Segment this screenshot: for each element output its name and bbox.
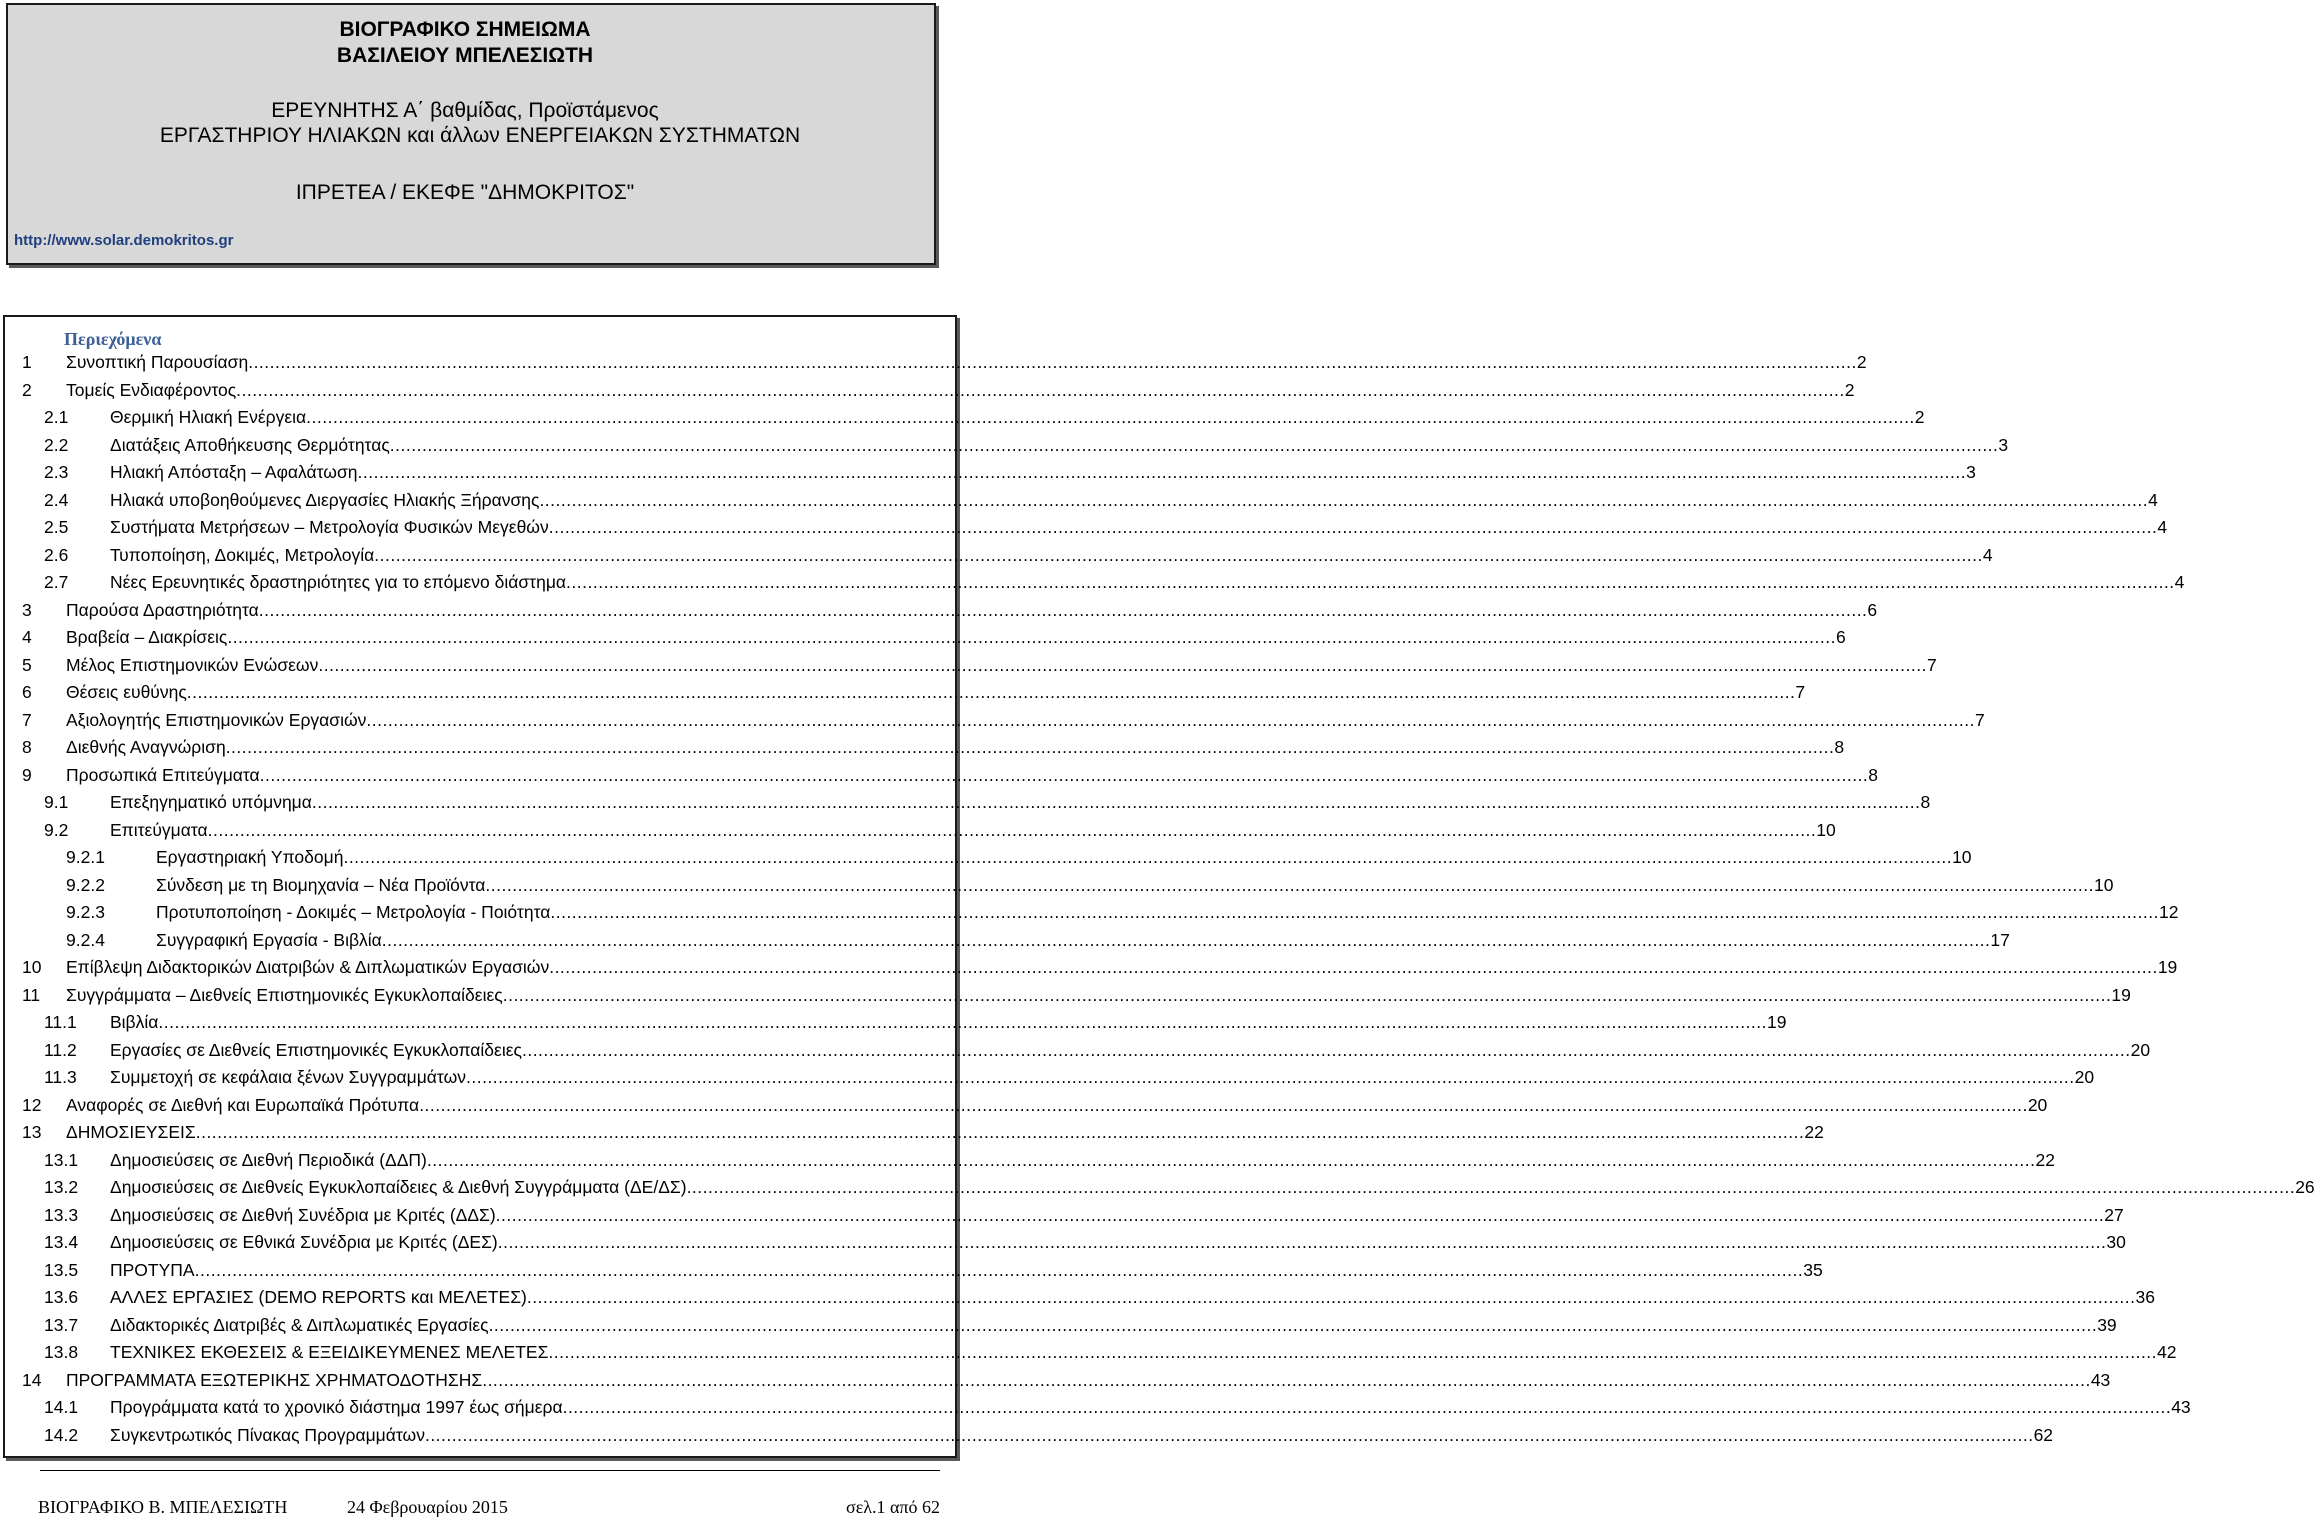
toc-entry-page: 26: [2295, 1177, 2315, 1197]
toc-dot-leader: ............................................................................................................................................................................................................................................................................................................: [502, 984, 2112, 1005]
toc-entry-number: 13.4: [44, 1232, 79, 1252]
toc-dot-leader: ............................................................................................................................................................................................................................................................................................................: [548, 517, 2158, 537]
toc-entry-number: 14.1: [44, 1397, 79, 1417]
toc-dot-leader: ............................................................................................................................................................................................................................................................................................................: [485, 874, 2095, 895]
toc-entry-number: 5: [22, 654, 32, 675]
toc-dot-leader: ............................................................................................................................................................................................................................................................................................................: [482, 1369, 2091, 1390]
toc-entry[interactable]: [0, 1122, 1824, 1148]
toc-entry-page: 4: [1982, 544, 1993, 565]
cv-title-line2: ΒΑΣΙΛΕΙΟΥ ΜΠΕΛΕΣΙΩΤΗ: [336, 44, 594, 67]
toc-entry-number: 11: [22, 984, 41, 1005]
toc-entry-title: ΑΛΛΕΣ ΕΡΓΑΣΙΕΣ (DEMO REPORTS και ΜΕΛΕΤΕΣ): [110, 1287, 527, 1307]
toc-entry[interactable]: [0, 462, 1976, 488]
toc-entry-title: Αναφορές σε Διεθνή και Ευρωπαϊκά Πρότυπα: [66, 1094, 420, 1115]
toc-entry[interactable]: [0, 984, 2131, 1011]
toc-dot-leader: ............................................................................................................................................................................................................................................................................................................: [686, 1177, 2296, 1197]
toc-dot-leader: ............................................................................................................................................................................................................................................................................................................: [357, 462, 1967, 482]
toc-entry-page: 39: [2097, 1314, 2117, 1335]
toc-entry-number: 2.6: [44, 544, 69, 565]
toc-entry-page: 10: [1816, 819, 1836, 840]
toc-entry[interactable]: [0, 1149, 2055, 1176]
toc-entry-title: Μέλος Επιστημονικών Ενώσεων: [66, 654, 319, 675]
toc-entry[interactable]: [0, 352, 1867, 378]
toc-entry[interactable]: [0, 599, 1878, 626]
toc-dot-leader: ............................................................................................................................................................................................................................................................................................................: [488, 1314, 2098, 1335]
toc-entry-page: 19: [1767, 1012, 1787, 1032]
toc-dot-leader: ............................................................................................................................................................................................................................................................................................................: [521, 1039, 2131, 1060]
toc-dot-leader: ............................................................................................................................................................................................................................................................................................................: [259, 764, 1869, 785]
footer-divider: [40, 1470, 940, 1471]
toc-entry-title: Νέες Ερευνητικές δραστηριότητες για το επόμενο διάστημα: [110, 572, 567, 592]
toc-entry-number: 13.8: [44, 1342, 79, 1362]
toc-entry-title: Τυποποίηση, Δοκιμές, Μετρολογία: [110, 544, 375, 565]
toc-entry[interactable]: [0, 1369, 2111, 1396]
toc-entry-page: 19: [2157, 957, 2178, 977]
toc-entry-number: 13: [22, 1122, 42, 1142]
toc-entry-title: Συγκεντρωτικός Πίνακας Προγραμμάτων: [110, 1424, 425, 1445]
toc-entry-title: Επίβλεψη Διδακτορικών Διατριβών & Διπλωματικών Εργασιών: [66, 957, 550, 977]
toc-entry-page: 7: [1975, 709, 1985, 730]
toc-entry-page: 36: [2135, 1287, 2155, 1307]
toc-dot-leader: ............................................................................................................................................................................................................................................................................................................: [566, 572, 2175, 592]
toc-entry-number: 2.4: [44, 489, 69, 510]
toc-entry-title: Παρούσα Δραστηριότητα: [66, 599, 259, 620]
toc-heading: Περιεχόμενα: [64, 329, 162, 349]
toc-entry-page: 7: [1795, 682, 1806, 702]
toc-entry-number: 13.6: [44, 1287, 79, 1307]
toc-entry-number: 3: [22, 599, 32, 620]
toc-entry-page: 2: [1856, 352, 1867, 372]
toc-entry-page: 10: [2094, 874, 2114, 895]
toc-entry-number: 9: [22, 764, 32, 785]
toc-entry[interactable]: [0, 792, 1931, 818]
toc-entry-page: 10: [1952, 847, 1972, 867]
toc-dot-leader: ............................................................................................................................................................................................................................................................................................................: [306, 407, 1915, 427]
toc-entry[interactable]: [0, 544, 1993, 571]
toc-dot-leader: ............................................................................................................................................................................................................................................................................................................: [311, 792, 1921, 812]
toc-entry-page: 62: [2033, 1424, 2054, 1445]
toc-entry-page: 7: [1926, 654, 1937, 675]
toc-entry-number: 11.3: [44, 1067, 77, 1087]
toc-dot-leader: ............................................................................................................................................................................................................................................................................................................: [497, 1232, 2107, 1252]
toc-entry-number: 8: [22, 737, 32, 757]
toc-dot-leader: ............................................................................................................................................................................................................................................................................................................: [550, 902, 2159, 922]
toc-entry-title: Συνοπτική Παρουσίαση: [66, 352, 249, 372]
toc-dot-leader: ............................................................................................................................................................................................................................................................................................................: [562, 1397, 2172, 1417]
toc-entry-title: Συγγράμματα – Διεθνείς Επιστημονικές Εγκυκλοπαίδειες: [66, 984, 503, 1005]
toc-entry-page: 2: [1844, 379, 1855, 400]
toc-dot-leader: ............................................................................................................................................................................................................................................................................................................: [318, 654, 1927, 675]
toc-entry[interactable]: [0, 1342, 2177, 1368]
toc-dot-leader: ............................................................................................................................................................................................................................................................................................................: [539, 489, 2149, 510]
toc-entry-title: Συγγραφική Εργασία - Βιβλία: [156, 929, 382, 950]
toc-entry-title: Βραβεία – Διακρίσεις: [66, 627, 228, 647]
toc-entry-number: 6: [22, 682, 32, 702]
toc-entry[interactable]: [0, 489, 2158, 516]
toc-entry-title: Βιβλία: [110, 1012, 159, 1032]
toc-entry[interactable]: [0, 929, 2010, 956]
toc-entry-title: Επιτεύγματα: [110, 819, 208, 840]
toc-entry[interactable]: [0, 1232, 2126, 1258]
toc-entry[interactable]: [0, 902, 2179, 928]
footer-cv-name: ΒΙΟΓΡΑΦΙΚΟ Β. ΜΠΕΛΕΣΙΩΤΗ: [38, 1497, 288, 1517]
toc-entry-title: Διεθνής Αναγνώριση: [66, 737, 226, 757]
toc-entry-number: 10: [22, 957, 42, 977]
toc-entry-page: 22: [1804, 1122, 1824, 1142]
toc-entry-page: 3: [1998, 434, 2009, 455]
toc-dot-leader: ............................................................................................................................................................................................................................................................................................................: [389, 434, 1999, 455]
toc-entry[interactable]: [0, 1012, 1787, 1038]
toc-entry[interactable]: [0, 819, 1836, 846]
organization: ΙΠΡΕΤΕΑ / ΕΚΕΦΕ "ΔΗΜΟΚΡΙΤΟΣ": [295, 181, 635, 204]
toc-entry-page: 6: [1867, 599, 1878, 620]
toc-entry[interactable]: [0, 1067, 2095, 1093]
toc-entry-title: Προτυποποίηση - Δοκιμές – Μετρολογία - Ποιότητα: [156, 902, 551, 922]
toc-entry-title: Διατάξεις Αποθήκευσης Θερμότητας: [110, 434, 390, 455]
toc-entry-number: 9.2.2: [66, 874, 105, 895]
toc-entry-title: Προγράμματα κατά το χρονικό διάστημα 1997 έως σήμερα: [110, 1397, 563, 1417]
toc-entry[interactable]: [0, 434, 2009, 461]
toc-entry-title: Θέσεις ευθύνης: [66, 682, 187, 702]
toc-dot-leader: ............................................................................................................................................................................................................................................................................................................: [227, 627, 1836, 647]
footer-date: 24 Φεβρουαρίου 2015: [347, 1497, 508, 1517]
toc-entry-page: 12: [2158, 902, 2179, 922]
toc-entry-page: 35: [1803, 1259, 1823, 1280]
toc-entry-title: ΤΕΧΝΙΚΕΣ ΕΚΘΕΣΕΙΣ & ΕΞΕΙΔΙΚΕΥΜΕΝΕΣ ΜΕΛΕΤΕΣ: [110, 1342, 549, 1362]
toc-entry-number: 2.7: [44, 572, 69, 592]
toc-entry[interactable]: [0, 957, 2178, 983]
toc-entry-title: Συστήματα Μετρήσεων – Μετρολογία Φυσικών Μεγεθών: [110, 517, 549, 537]
toc-entry-number: 9.2: [44, 819, 69, 840]
toc-entry-page: 42: [2157, 1342, 2177, 1362]
toc-entry-number: 11.2: [44, 1039, 77, 1060]
toc-entry-number: 12: [22, 1094, 42, 1115]
toc-dot-leader: ............................................................................................................................................................................................................................................................................................................: [374, 544, 1983, 565]
toc-entry[interactable]: [0, 654, 1937, 681]
toc-dot-leader: ............................................................................................................................................................................................................................................................................................................: [258, 599, 1868, 620]
toc-entry-number: 9.2.3: [66, 902, 105, 922]
toc-dot-leader: ............................................................................................................................................................................................................................................................................................................: [195, 1122, 1805, 1142]
toc-entry-title: Επεξηγηματικό υπόμνημα: [110, 792, 312, 812]
toc-entry-title: Αξιολογητής Επιστημονικών Εργασιών: [66, 709, 367, 730]
toc-entry-title: Συμμετοχή σε κεφάλαια ξένων Συγγραμμάτων: [110, 1067, 466, 1087]
toc-entry-number: 13.2: [44, 1177, 79, 1197]
toc-entry-title: Δημοσιεύσεις σε Εθνικά Συνέδρια με Κριτές (ΔΕΣ): [110, 1232, 498, 1252]
toc-entry[interactable]: [0, 1094, 2048, 1121]
toc-entry[interactable]: [0, 1424, 2054, 1451]
toc-entry-number: 1: [22, 352, 32, 372]
toc-entry-page: 20: [2130, 1039, 2151, 1060]
toc-entry-page: 20: [2027, 1094, 2048, 1115]
toc-entry-page: 4: [2174, 572, 2185, 592]
toc-entry[interactable]: [0, 1397, 2191, 1423]
toc-dot-leader: ............................................................................................................................................................................................................................................................................................................: [549, 957, 2158, 977]
toc-entry-title: Σύνδεση με τη Βιομηχανία – Νέα Προϊόντα: [156, 874, 486, 895]
toc-entry-page: 43: [2090, 1369, 2111, 1390]
toc-entry-number: 13.7: [44, 1314, 79, 1335]
toc-entry-title: Ηλιακή Απόσταξη – Αφαλάτωση: [110, 462, 358, 482]
position-line2: ΕΡΓΑΣΤΗΡΙΟΥ ΗΛΙΑΚΩΝ και άλλων ΕΝΕΡΓΕΙΑΚΩΝ ΣΥΣΤΗΜΑΤΩΝ: [159, 124, 801, 147]
toc-entry-title: Δημοσιεύσεις σε Διεθνείς Εγκυκλοπαίδειες & Διεθνή Συγγράμματα (ΔΕ/ΔΣ): [110, 1177, 687, 1197]
toc-entry-number: 4: [22, 627, 32, 647]
toc-entry-title: Εργασίες σε Διεθνείς Επιστημονικές Εγκυκλοπαίδειες: [110, 1039, 522, 1060]
toc-dot-leader: ............................................................................................................................................................................................................................................................................................................: [225, 737, 1835, 757]
toc-entry-page: 8: [1834, 737, 1845, 757]
website-link[interactable]: http://www.solar.demokritos.gr: [14, 232, 234, 249]
toc-entry-page: 6: [1835, 627, 1846, 647]
toc-entry[interactable]: [0, 407, 1925, 433]
toc-entry[interactable]: [0, 572, 2185, 598]
toc-entry[interactable]: [0, 847, 1972, 873]
toc-entry[interactable]: [0, 682, 1806, 708]
toc-entry-page: 4: [2157, 517, 2168, 537]
toc-entry-page: 30: [2106, 1232, 2126, 1252]
toc-entry[interactable]: [0, 1259, 1823, 1286]
toc-entry[interactable]: [0, 1287, 2155, 1313]
toc-entry-title: Θερμική Ηλιακή Ενέργεια: [110, 407, 307, 427]
toc-dot-leader: ............................................................................................................................................................................................................................................................................................................: [495, 1204, 2105, 1225]
position-line1: ΕΡΕΥΝΗΤΗΣ Α΄ βαθμίδας, Προϊστάμενος: [271, 99, 659, 122]
toc-dot-leader: ............................................................................................................................................................................................................................................................................................................: [424, 1424, 2034, 1445]
toc-entry-title: Προσωπικά Επιτεύγματα: [66, 764, 260, 785]
toc-dot-leader: ............................................................................................................................................................................................................................................................................................................: [194, 1259, 1804, 1280]
toc-entry-number: 2.3: [44, 462, 69, 482]
toc-entry-number: 14.2: [44, 1424, 79, 1445]
toc-entry[interactable]: [0, 517, 2168, 543]
toc-dot-leader: ............................................................................................................................................................................................................................................................................................................: [419, 1094, 2028, 1115]
toc-entry-number: 13.1: [44, 1149, 79, 1170]
toc-entry-title: ΠΡΟΤΥΠΑ: [110, 1259, 195, 1280]
toc-entry-title: Εργαστηριακή Υποδομή: [156, 847, 344, 867]
toc-dot-leader: ............................................................................................................................................................................................................................................................................................................: [236, 379, 1845, 400]
toc-entry-number: 7: [22, 709, 32, 730]
toc-entry[interactable]: [0, 1204, 2124, 1231]
toc-entry-page: 4: [2148, 489, 2158, 510]
toc-entry-number: 13.5: [44, 1259, 79, 1280]
toc-entry-title: Τομείς Ενδιαφέροντος: [66, 379, 237, 400]
toc-entry-page: 20: [2074, 1067, 2095, 1087]
toc-entry-page: 43: [2171, 1397, 2191, 1417]
toc-entry-title: ΠΡΟΓΡΑΜΜΑΤΑ ΕΞΩΤΕΡΙΚΗΣ ΧΡΗΜΑΤΟΔΟΤΗΣΗΣ: [66, 1369, 483, 1390]
toc-dot-leader: ............................................................................................................................................................................................................................................................................................................: [366, 709, 1976, 730]
toc-entry-title: Δημοσιεύσεις σε Διεθνή Περιοδικά (ΔΔΠ): [110, 1149, 427, 1170]
toc-dot-leader: ............................................................................................................................................................................................................................................................................................................: [526, 1287, 2136, 1307]
toc-entry-title: Διδακτορικές Διατριβές & Διπλωματικές Εργασίες: [110, 1314, 489, 1335]
toc-dot-leader: ............................................................................................................................................................................................................................................................................................................: [426, 1149, 2036, 1170]
toc-entry-page: 22: [2035, 1149, 2055, 1170]
toc-entry-page: 17: [1990, 929, 2010, 950]
toc-entry[interactable]: [0, 379, 1855, 406]
toc-entry-number: 14: [22, 1369, 42, 1390]
toc-entry-number: 2: [22, 379, 32, 400]
toc-dot-leader: ............................................................................................................................................................................................................................................................................................................: [548, 1342, 2158, 1362]
toc-entry-number: 2.5: [44, 517, 69, 537]
toc-dot-leader: ............................................................................................................................................................................................................................................................................................................: [207, 819, 1817, 840]
toc-dot-leader: ............................................................................................................................................................................................................................................................................................................: [248, 352, 1857, 372]
cv-title-line1: ΒΙΟΓΡΑΦΙΚΟ ΣΗΜΕΙΩΜΑ: [339, 18, 591, 41]
toc-entry-page: 27: [2104, 1204, 2124, 1225]
toc-entry-page: 8: [1868, 764, 1879, 785]
toc-dot-leader: ............................................................................................................................................................................................................................................................................................................: [186, 682, 1796, 702]
footer-page-number: σελ.1 από 62: [845, 1497, 940, 1517]
toc-dot-leader: ............................................................................................................................................................................................................................................................................................................: [158, 1012, 1768, 1032]
toc-entry-number: 9.2.1: [66, 847, 105, 867]
toc-entry-number: 2.2: [44, 434, 69, 455]
toc-entry[interactable]: [0, 737, 1845, 763]
toc-entry-number: 9.1: [44, 792, 69, 812]
toc-entry-title: Δημοσιεύσεις σε Διεθνή Συνέδρια με Κριτές (ΔΔΣ): [110, 1204, 496, 1225]
toc-dot-leader: ............................................................................................................................................................................................................................................................................................................: [343, 847, 1953, 867]
toc-dot-leader: ............................................................................................................................................................................................................................................................................................................: [381, 929, 1991, 950]
toc-entry-page: 2: [1914, 407, 1925, 427]
toc-entry[interactable]: [0, 709, 1985, 736]
toc-dot-leader: ............................................................................................................................................................................................................................................................................................................: [466, 1067, 2075, 1087]
toc-entry[interactable]: [0, 874, 2114, 901]
toc-entry[interactable]: [0, 1039, 2151, 1066]
toc-entry[interactable]: [0, 764, 1879, 791]
toc-entry-page: 3: [1966, 462, 1976, 482]
toc-entry-number: 9.2.4: [66, 929, 105, 950]
toc-entry[interactable]: [0, 1177, 2315, 1203]
toc-entry[interactable]: [0, 1314, 2117, 1341]
toc-entry-page: 19: [2111, 984, 2131, 1005]
toc-entry[interactable]: [0, 627, 1846, 653]
toc-entry-page: 8: [1920, 792, 1931, 812]
toc-entry-number: 13.3: [44, 1204, 79, 1225]
toc-entry-title: ΔΗΜΟΣΙΕΥΣΕΙΣ: [66, 1122, 196, 1142]
toc-entry-number: 2.1: [44, 407, 69, 427]
toc-entry-title: Ηλιακά υποβοηθούμενες Διεργασίες Ηλιακής Ξήρανσης: [110, 489, 540, 510]
toc-entry-number: 11.1: [44, 1012, 77, 1032]
